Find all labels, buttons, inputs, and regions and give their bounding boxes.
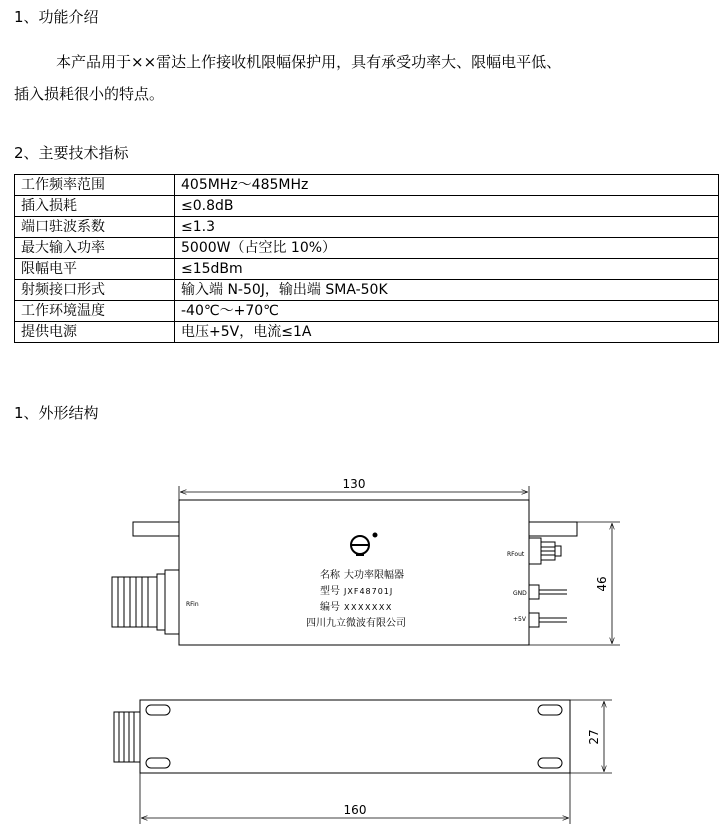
spec-key: 工作频率范围 xyxy=(15,175,175,196)
spec-key: 端口驻波系数 xyxy=(15,217,175,238)
nameplate-model-value: JXF48701J xyxy=(344,587,394,596)
nameplate-model-key: 型号 xyxy=(320,586,340,597)
side-n-connector xyxy=(114,712,140,762)
port-label-rfin: RFin xyxy=(186,601,199,608)
spec-value: 输入端 N-50J，输出端 SMA-50K xyxy=(175,280,719,301)
nameplate-serial-value: XXXXXXX xyxy=(344,603,393,612)
spec-value: -40℃～+70℃ xyxy=(175,301,719,322)
nameplate-serial-key: 编号 xyxy=(320,602,340,613)
spec-key: 插入损耗 xyxy=(15,196,175,217)
section-heading-outline: 1、外形结构 xyxy=(14,404,99,422)
nameplate-name-value: 大功率限幅器 xyxy=(344,570,404,581)
gnd-feedthrough xyxy=(529,585,567,599)
dimension-side-right-value: 27 xyxy=(587,729,601,745)
dimension-right-value: 46 xyxy=(595,576,609,592)
spec-key: 最大输入功率 xyxy=(15,238,175,259)
spec-value: ≤1.3 xyxy=(175,217,719,238)
dimension-bottom-value: 160 xyxy=(343,803,367,817)
port-label-rfout: RFout xyxy=(507,551,525,558)
spec-key: 限幅电平 xyxy=(15,259,175,280)
spec-value: 电压+5V，电流≤1A xyxy=(175,322,719,343)
section-heading-function: 1、功能介绍 xyxy=(14,8,99,26)
nameplate-company: 四川九立微波有限公司 xyxy=(306,618,406,629)
power-feedthrough xyxy=(529,613,567,627)
spec-value: ≤15dBm xyxy=(175,259,719,280)
spec-value: 405MHz～485MHz xyxy=(175,175,719,196)
spec-value: ≤0.8dB xyxy=(175,196,719,217)
nameplate-name-key: 名称 xyxy=(320,570,340,581)
spec-key: 射频接口形式 xyxy=(15,280,175,301)
section-heading-specs: 2、主要技术指标 xyxy=(14,144,129,162)
port-label-gnd: GND xyxy=(513,590,527,597)
spec-value: 5000W（占空比 10%） xyxy=(175,238,719,259)
side-view xyxy=(114,700,570,773)
dimension-top-value: 130 xyxy=(342,477,366,491)
sma-connector-rfout xyxy=(529,538,561,564)
spec-key: 提供电源 xyxy=(15,322,175,343)
description-line-1: 本产品用于××雷达上作接收机限幅保护用，具有承受功率大、限幅电平低、 xyxy=(56,53,562,71)
n-connector-rfin xyxy=(112,570,179,634)
description-line-2: 插入损耗很小的特点。 xyxy=(14,85,165,103)
spec-key: 工作环境温度 xyxy=(15,301,175,322)
port-label-power: +5V xyxy=(513,616,526,623)
side-plate xyxy=(140,700,570,773)
